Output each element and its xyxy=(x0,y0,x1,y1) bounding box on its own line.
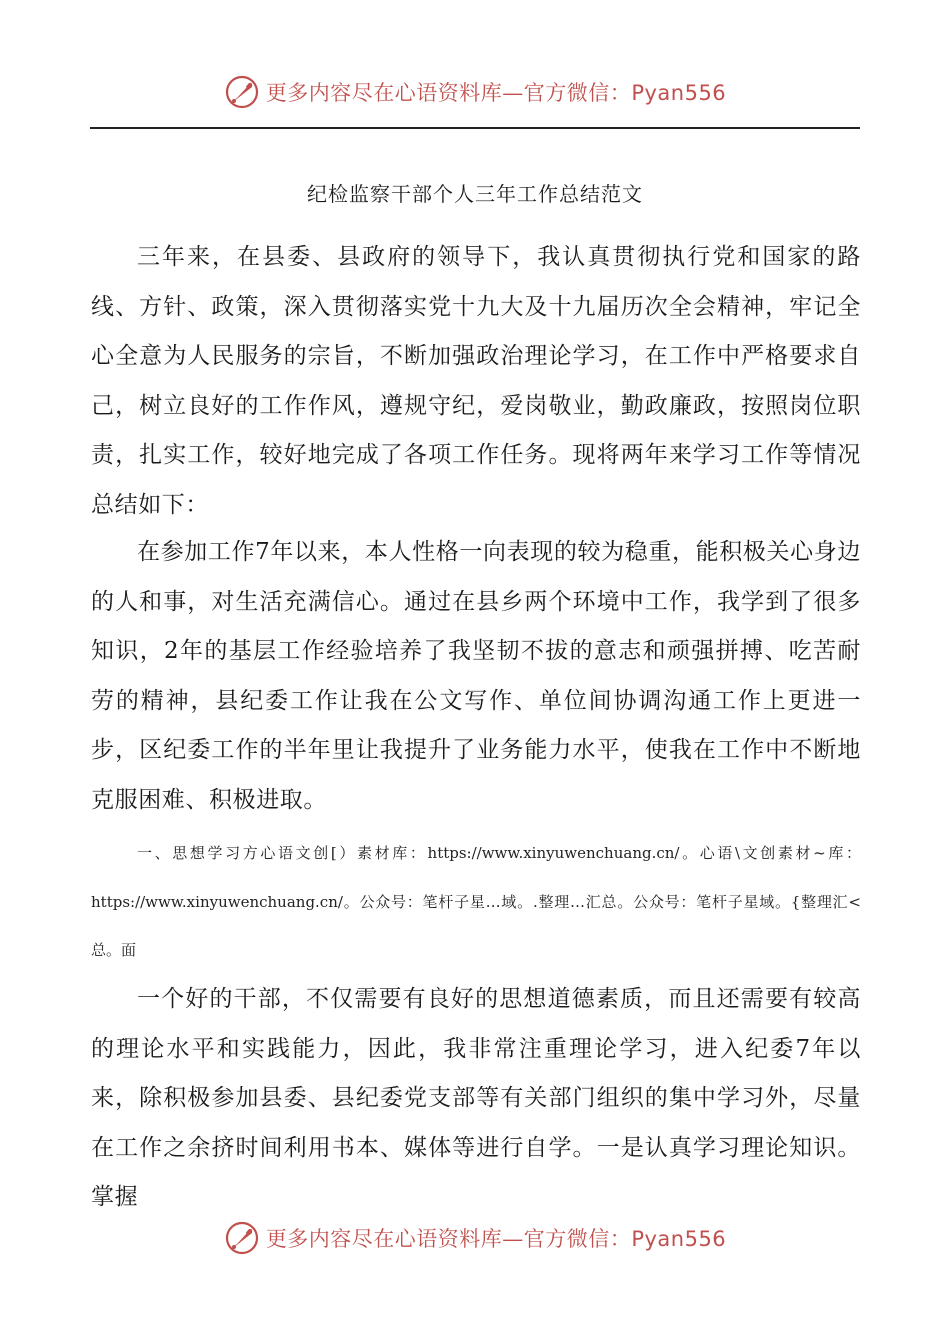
section-heading-note: 一、思想学习方心语文创[）素材库：https://www.xinyuwenchuang.cn/。心语\文创素材~库：https://www.xinyuwenchuang.cn/。公众号：笔杆子星…域。.整理…汇总。公众号：笔杆子星域。{整理汇<总。面 xyxy=(91,844,861,959)
footer-wechat-id: Pyan556 xyxy=(631,1227,727,1251)
header-banner-text: 更多内容尽在心语资料库—官方微信：Pyan556 xyxy=(265,81,727,105)
paragraph-intro: 三年来，在县委、县政府的领导下，我认真贯彻执行党和国家的路线、方针、政策，深入贯彻落实党十九大及十九届历次全会精神，牢记全心全意为人民服务的宗旨，不断加强政治理论学习，在工作中严格要求自己，树立良好的工作作风，遵规守纪，爱岗敬业，勤政廉政，按照岗位职责，扎实工作，较好地完成了各项工作任务。现将两年来学习工作等情况总结如下： xyxy=(91,244,861,518)
paragraph-theory-study: 一个好的干部，不仅需要有良好的思想道德素质，而且还需要有较高的理论水平和实践能力，因此，我非常注重理论学习，进入纪委7年以来，除积极参加县委、县纪委党支部等有关部门组织的集中学习外，尽量在工作之余挤时间利用书本、媒体等进行自学。一是认真学习理论知识。掌握 xyxy=(91,986,861,1210)
quill-pen-logo-icon xyxy=(224,1220,260,1256)
paragraph-experience: 在参加工作7年以来，本人性格一向表现的较为稳重，能积极关心身边的人和事，对生活充满信心。通过在县乡两个环境中工作，我学到了很多知识，2年的基层工作经验培养了我坚韧不拔的意志和顽强拼搏、吃苦耐劳的精神，县纪委工作让我在公文写作、单位间协调沟通工作上更进一步，区纪委工作的半年里让我提升了业务能力水平，使我在工作中不断地克服困难、积极进取。 xyxy=(91,539,861,813)
wechat-id: Pyan556 xyxy=(631,81,727,105)
footer-banner xyxy=(0,1216,950,1260)
header-divider xyxy=(90,127,860,129)
quill-pen-logo-icon xyxy=(224,74,260,110)
document-title: 纪检监察干部个人三年工作总结范文 xyxy=(307,182,643,206)
footer-banner-text: 更多内容尽在心语资料库—官方微信：Pyan556 xyxy=(265,1227,727,1251)
header-banner xyxy=(0,70,950,114)
